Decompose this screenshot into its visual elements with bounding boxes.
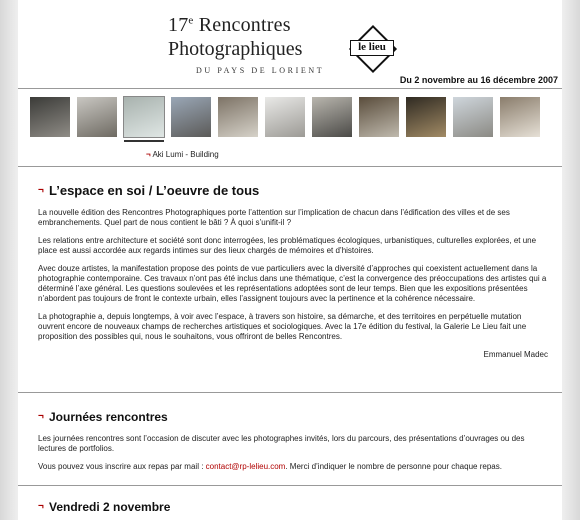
thumb-11[interactable] [500, 97, 540, 137]
festival-logo[interactable] [168, 8, 428, 78]
logo-ordinal: 17 [168, 14, 189, 36]
thumb-5[interactable] [218, 97, 258, 137]
journees-paragraph-1: Les journées rencontres sont l’occasion de discuter avec les photographes invités, lors du parcours, des présentations d’ouvrages ou des lectures de portfolios. [38, 434, 525, 453]
thumb-6[interactable] [265, 97, 305, 137]
article-title-text: L’espace en soi / L’oeuvre de tous [49, 183, 260, 198]
caption-text: Aki Lumi - Building [152, 150, 219, 159]
vendredi-title-text: Vendredi 2 novembre [49, 500, 171, 514]
thumb-7[interactable] [312, 97, 352, 137]
journees-divider [18, 485, 562, 486]
thumb-10[interactable] [453, 97, 493, 137]
badge-label: le lieu [350, 40, 394, 56]
thumb-4[interactable] [171, 97, 211, 137]
selected-thumbnail-indicator [124, 140, 164, 142]
article-title [38, 183, 548, 198]
article-section [38, 183, 548, 368]
journees-section [38, 412, 548, 480]
contact-email-link[interactable]: contact@rp-lelieu.com [205, 462, 286, 471]
gallery-divider [18, 166, 562, 167]
logo-subtitle: DU PAYS DE LORIENT [196, 66, 325, 75]
journees-title [38, 412, 548, 424]
logo-word-1: Rencontres [198, 14, 291, 36]
article-divider [18, 392, 562, 393]
title-marker: ¬ [38, 185, 44, 196]
article-paragraph-4: La photographie a, depuis longtemps, à voir avec l’espace, à travers son histoire, sa démarche, et des territoires en perpétuelle mutation ouvrent encore de nouveaux champs de recherches artistiques et sociologiques. Avec la 17e édition du festival, la Galerie Le Lieu fait une proposition des possibles qui, nous le souhaitons, vous offriront de belles Rencontres. [38, 312, 527, 341]
vendredi-title [38, 502, 548, 514]
journees-paragraph-2 [38, 462, 548, 472]
logo-ordinal-sup: e [188, 14, 194, 27]
logo-word-2: Photographiques [168, 38, 303, 60]
festival-dates: Du 2 novembre au 16 décembre 2007 [399, 75, 558, 85]
thumb-2[interactable] [77, 97, 117, 137]
journees-marker: ¬ [38, 411, 44, 422]
le-lieu-badge [348, 24, 394, 70]
journees-p2-start: Vous pouvez vous inscrire aux repas par mail : [38, 462, 206, 471]
vendredi-marker: ¬ [38, 501, 44, 512]
gallery-caption [146, 150, 219, 159]
thumb-8[interactable] [359, 97, 399, 137]
article-signature: Emmanuel Madec [483, 350, 548, 359]
vendredi-section [38, 502, 548, 514]
article-paragraph-3: Avec douze artistes, la manifestation propose des points de vue particuliers avec la diversité d’approches qui coexistent actuellement dans la photographie contemporaine. Ces travaux n’ont pas été inclus dans une thématique, c’est la convergence des préoccupations des artistes qui a déterminé l’axe général. Les questions soulevées et les représentations adoptées sont de leur temps. Bien que les expositions présentées n’abordent pas toujours de front le contexte urbain, elles l’assignent toujours avec la pertinence et la cohérence nécessaire. [38, 264, 547, 303]
article-paragraph-1: La nouvelle édition des Rencontres Photographiques porte l’attention sur l’implication de chacun dans l’édification des villes et de ses embranchements. Quel part de nous contient le bâti ? À quoi s’unifit-il ? [38, 208, 510, 227]
journees-p2-end: . Merci d’indiquer le nombre de personne pour chaque repas. [285, 462, 502, 471]
thumb-3[interactable] [124, 97, 164, 137]
journees-title-text: Journées rencontres [49, 410, 168, 424]
logo-line-1 [168, 14, 291, 37]
page [18, 0, 562, 520]
article-paragraph-2: Les relations entre architecture et société sont donc interrogées, les problématiques écologiques, urbanistiques, culturelles explorées, et une place est aussi accordée aux regards intimes sur des lieux chargés de mémoires et d’histoires. [38, 236, 537, 255]
thumb-1[interactable] [30, 97, 70, 137]
thumb-9[interactable] [406, 97, 446, 137]
header-divider [18, 88, 562, 89]
thumbnail-strip [30, 97, 550, 137]
caption-marker: ¬ [146, 150, 151, 159]
